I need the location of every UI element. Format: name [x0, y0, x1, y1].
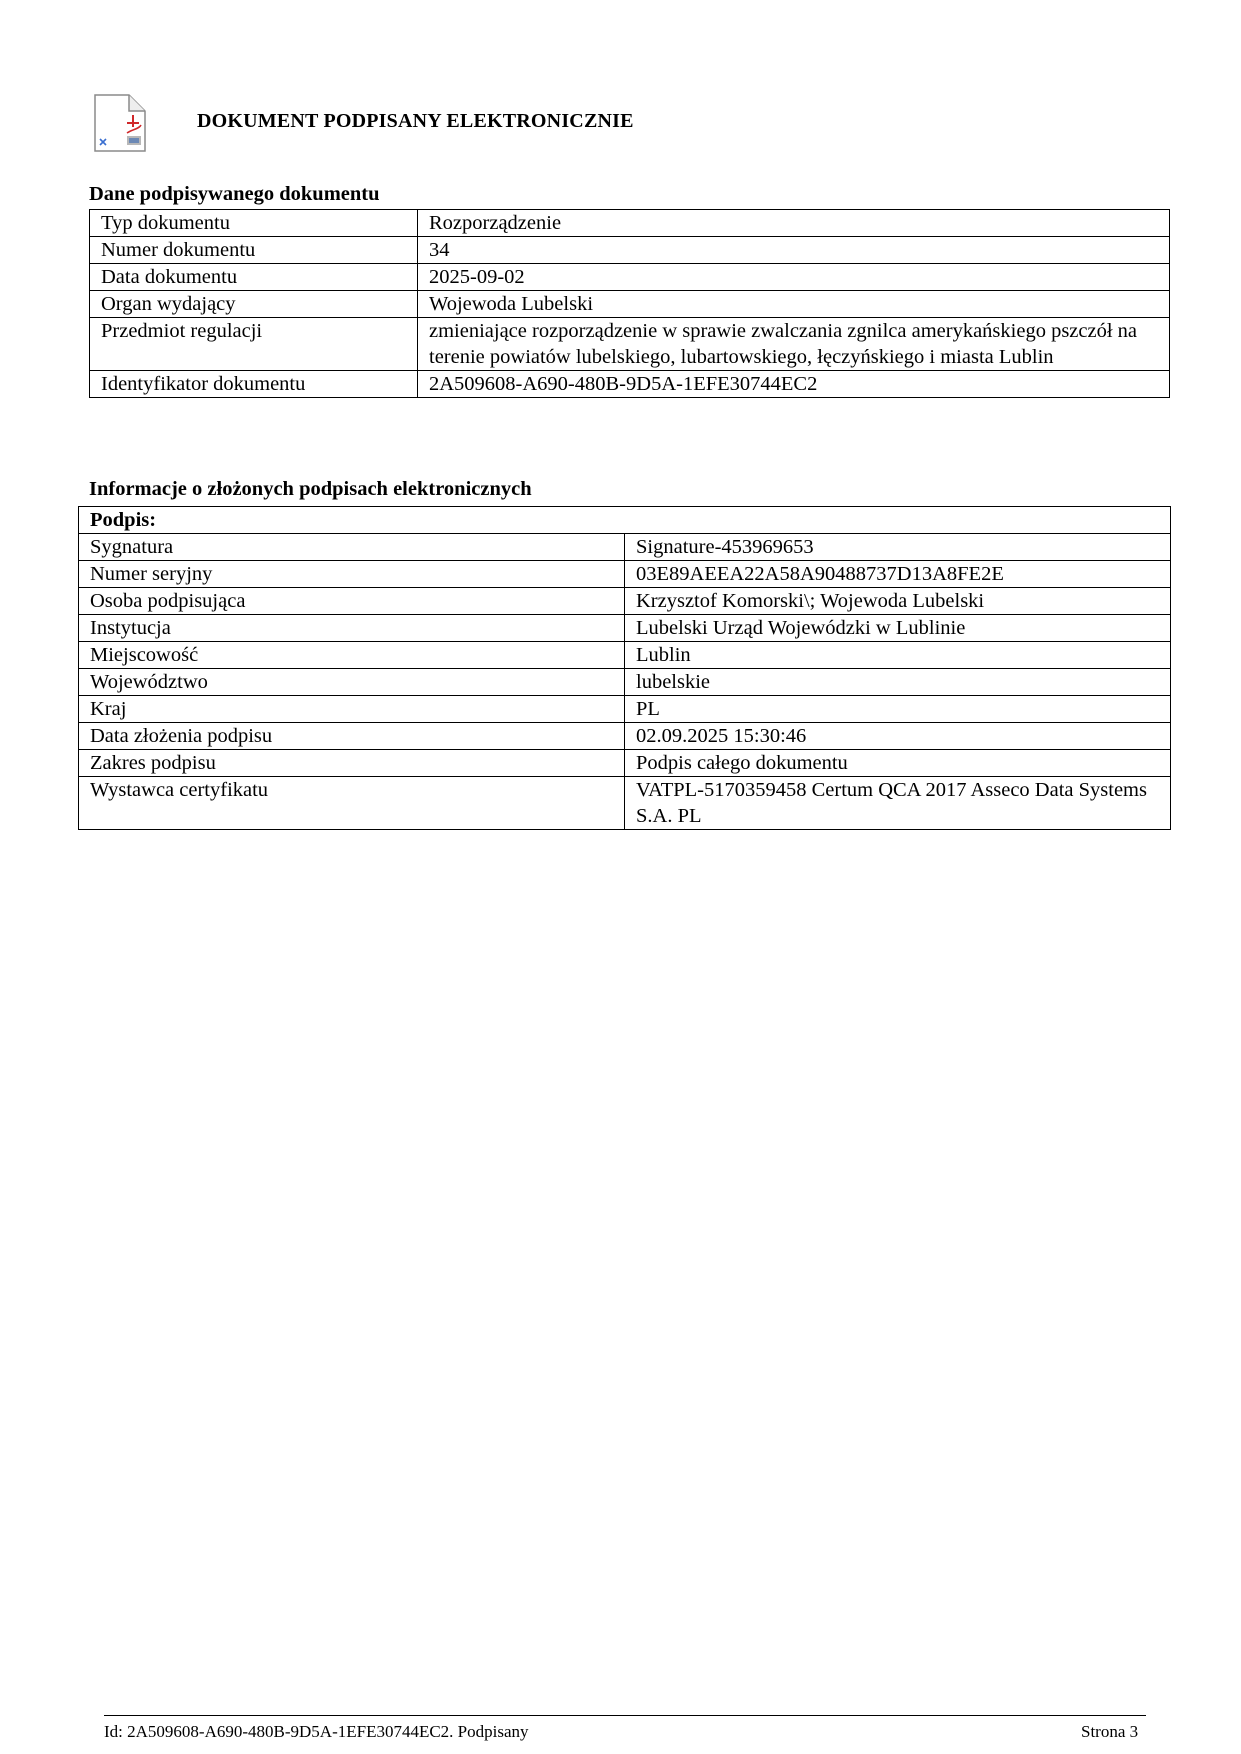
- pdf-document-icon: [93, 93, 151, 153]
- row-label: Miejscowość: [79, 642, 625, 669]
- row-label: Identyfikator dokumentu: [90, 371, 418, 398]
- table-row: [90, 210, 1170, 237]
- row-value: 34: [418, 237, 1170, 264]
- table-row: [90, 264, 1170, 291]
- row-label: Sygnatura: [79, 534, 625, 561]
- row-value: 2025-09-02: [418, 264, 1170, 291]
- footer-document-id: Id: 2A509608-A690-480B-9D5A-1EFE30744EC2. Podpisany: [104, 1722, 529, 1741]
- row-value: 03E89AEEA22A58A90488737D13A8FE2E: [625, 561, 1171, 588]
- page-title: DOKUMENT PODPISANY ELEKTRONICZNIE: [197, 110, 634, 132]
- row-value: Rozporządzenie: [418, 210, 1170, 237]
- table-row: [79, 561, 1171, 588]
- signature-header: Podpis:: [79, 507, 1171, 534]
- row-value: Podpis całego dokumentu: [625, 750, 1171, 777]
- row-value: Lubelski Urząd Wojewódzki w Lublinie: [625, 615, 1171, 642]
- signature-data-table: [78, 506, 1171, 830]
- row-label: Zakres podpisu: [79, 750, 625, 777]
- row-value: zmieniające rozporządzenie w sprawie zwalczania zgnilca amerykańskiego pszczół na terenie powiatów lubelskiego, lubartowskiego, łęczyńskiego i miasta Lublin: [418, 318, 1170, 371]
- row-label: Data dokumentu: [90, 264, 418, 291]
- footer-divider: [104, 1715, 1146, 1716]
- table-row: [79, 696, 1171, 723]
- row-label: Wystawca certyfikatu: [79, 777, 625, 830]
- row-label: Województwo: [79, 669, 625, 696]
- row-label: Kraj: [79, 696, 625, 723]
- signature-section-title: Informacje o złożonych podpisach elektronicznych: [89, 478, 532, 500]
- document-data-table: [89, 209, 1170, 398]
- table-row: [90, 318, 1170, 371]
- row-value: Lublin: [625, 642, 1171, 669]
- table-row: [79, 642, 1171, 669]
- row-value: Signature-453969653: [625, 534, 1171, 561]
- row-label: Osoba podpisująca: [79, 588, 625, 615]
- table-row: [79, 669, 1171, 696]
- row-label: Organ wydający: [90, 291, 418, 318]
- table-row: [90, 237, 1170, 264]
- row-value: VATPL-5170359458 Certum QCA 2017 Asseco Data Systems S.A. PL: [625, 777, 1171, 830]
- row-value: 2A509608-A690-480B-9D5A-1EFE30744EC2: [418, 371, 1170, 398]
- table-row: [79, 534, 1171, 561]
- row-label: Data złożenia podpisu: [79, 723, 625, 750]
- row-value: 02.09.2025 15:30:46: [625, 723, 1171, 750]
- document-section-title: Dane podpisywanego dokumentu: [89, 183, 380, 205]
- row-label: Przedmiot regulacji: [90, 318, 418, 371]
- table-row: [79, 750, 1171, 777]
- row-label: Typ dokumentu: [90, 210, 418, 237]
- table-row: [79, 723, 1171, 750]
- row-value: Krzysztof Komorski\; Wojewoda Lubelski: [625, 588, 1171, 615]
- row-label: Numer seryjny: [79, 561, 625, 588]
- table-row: [79, 507, 1171, 534]
- row-label: Numer dokumentu: [90, 237, 418, 264]
- footer-page-number: Strona 3: [1081, 1722, 1139, 1741]
- row-label: Instytucja: [79, 615, 625, 642]
- table-row: [90, 291, 1170, 318]
- table-row: [79, 588, 1171, 615]
- table-row: [79, 777, 1171, 830]
- table-row: [79, 615, 1171, 642]
- row-value: Wojewoda Lubelski: [418, 291, 1170, 318]
- table-row: [90, 371, 1170, 398]
- row-value: lubelskie: [625, 669, 1171, 696]
- row-value: PL: [625, 696, 1171, 723]
